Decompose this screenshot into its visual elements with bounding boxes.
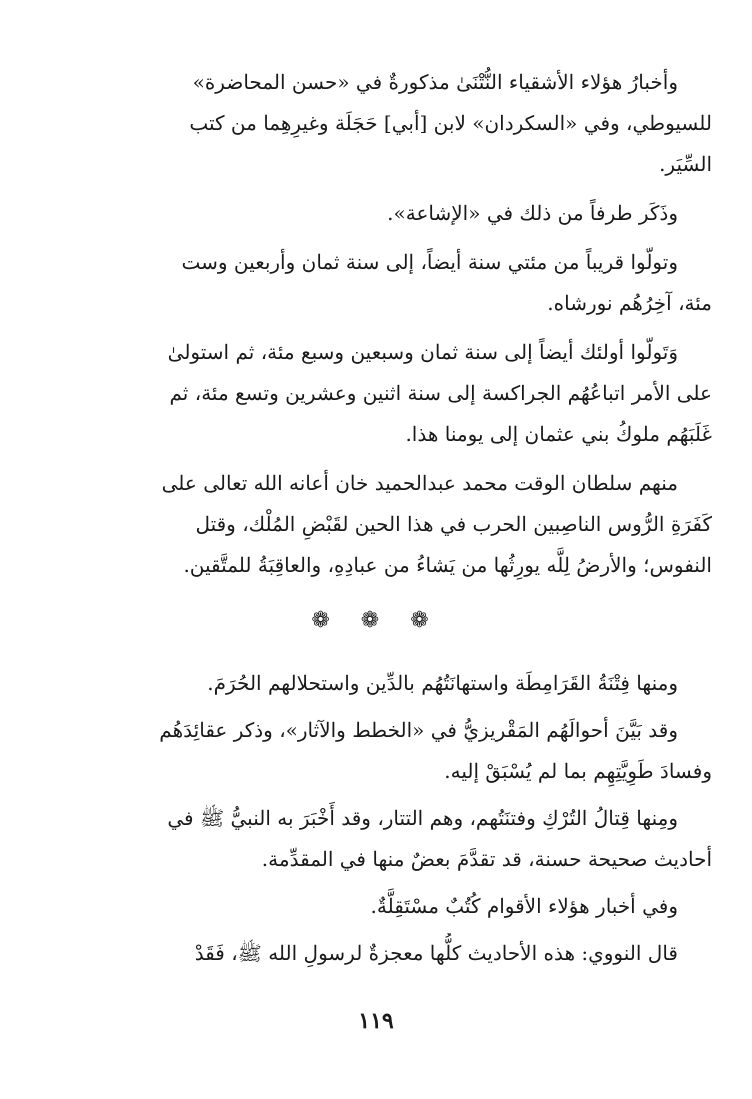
text-line: منهم سلطان الوقت محمد عبدالحميد خان أعانه الله تعالى على: [161, 471, 678, 495]
text-line: كَفَرَةِ الرُّوس الناصِبين الحرب في هذا الحين لقَبْضِ المُلْك، وقتل: [195, 512, 712, 536]
text-line: وأخبارُ هؤلاء الأشقياء النُّتْنَىٰ مذكورةٌ في «حسن المحاضرة»: [192, 70, 678, 94]
text-line: وتولّوا قريباً من مئتي سنة أيضاً، إلى سنة ثمان وأربعين وست: [181, 250, 678, 274]
text-line: النفوس؛ والأرضُ لِلَّه يورِثُها من يَشاءُ من عبادِهِ، والعاقِبَةُ للمتَّقين.: [183, 553, 712, 577]
text-block-bottom: [86, 663, 712, 974]
text-line: أحاديث صحيحة حسنة، قد تقدَّمَ بعضٌ منها في المقدِّمة.: [261, 847, 712, 871]
text-line: غَلَبَهُم ملوكُ بني عثمان إلى يومنا هذا.: [405, 422, 712, 446]
text-line: قال النووي: هذه الأحاديث كلُّها معجزةٌ لرسولِ الله ﷺ، فَقَدْ: [194, 941, 678, 965]
text-line: على الأمر اتباعُهُم الجراكسة إلى سنة اثنين وعشرين وتسع مئة، ثم: [169, 381, 712, 405]
page-number: ١١٩: [358, 1008, 394, 1034]
text-line: السِّيَر.: [659, 152, 712, 176]
paragraph-gap: [86, 455, 712, 463]
text-line: وذَكَر طرفاً من ذلك في «الإشاعة».: [387, 201, 678, 225]
text-line: للسيوطي، وفي «السكردان» لابن [أبي] حَجَلَة وغيرِهِما من كتب: [189, 111, 712, 135]
text-line: وفسادَ طَوِيَّتِهِم بما لم يُسْبَقْ إليه.: [444, 759, 712, 783]
text-line: مئة، آخِرُهُم نورشاه.: [547, 291, 712, 315]
text-line: وفي أخبار هؤلاء الأقوام كُتُبٌ مسْتَقِلَّةٌ.: [370, 894, 678, 918]
text-line: وَتَولّوا أولئك أيضاً إلى سنة ثمان وسبعين وسبع مئة، ثم استولىٰ: [167, 340, 678, 364]
paragraph-gap: [86, 234, 712, 242]
section-divider-ornament: ❁ ❁ ❁: [311, 608, 441, 633]
text-block-top: [86, 62, 712, 586]
text-line: ومنها فِتْنَةُ القَرَامِطَة واستهانَتُهُم بالدِّين واستحلالهم الحُرَمَ.: [207, 671, 678, 695]
paragraph-gap: [86, 185, 712, 193]
text-line: وقد بَيَّنَ أحوالَهُم المَقْريزيُّ في «الخطط والآثار»، وذكر عقائِدَهُم: [159, 718, 678, 742]
text-line: ومِنها قِتالُ التُرْكِ وفتنَتُهم، وهم التتار، وقد أَخْبَرَ به النبيُّ ﷺ في: [167, 806, 678, 830]
paragraph-gap: [86, 324, 712, 332]
